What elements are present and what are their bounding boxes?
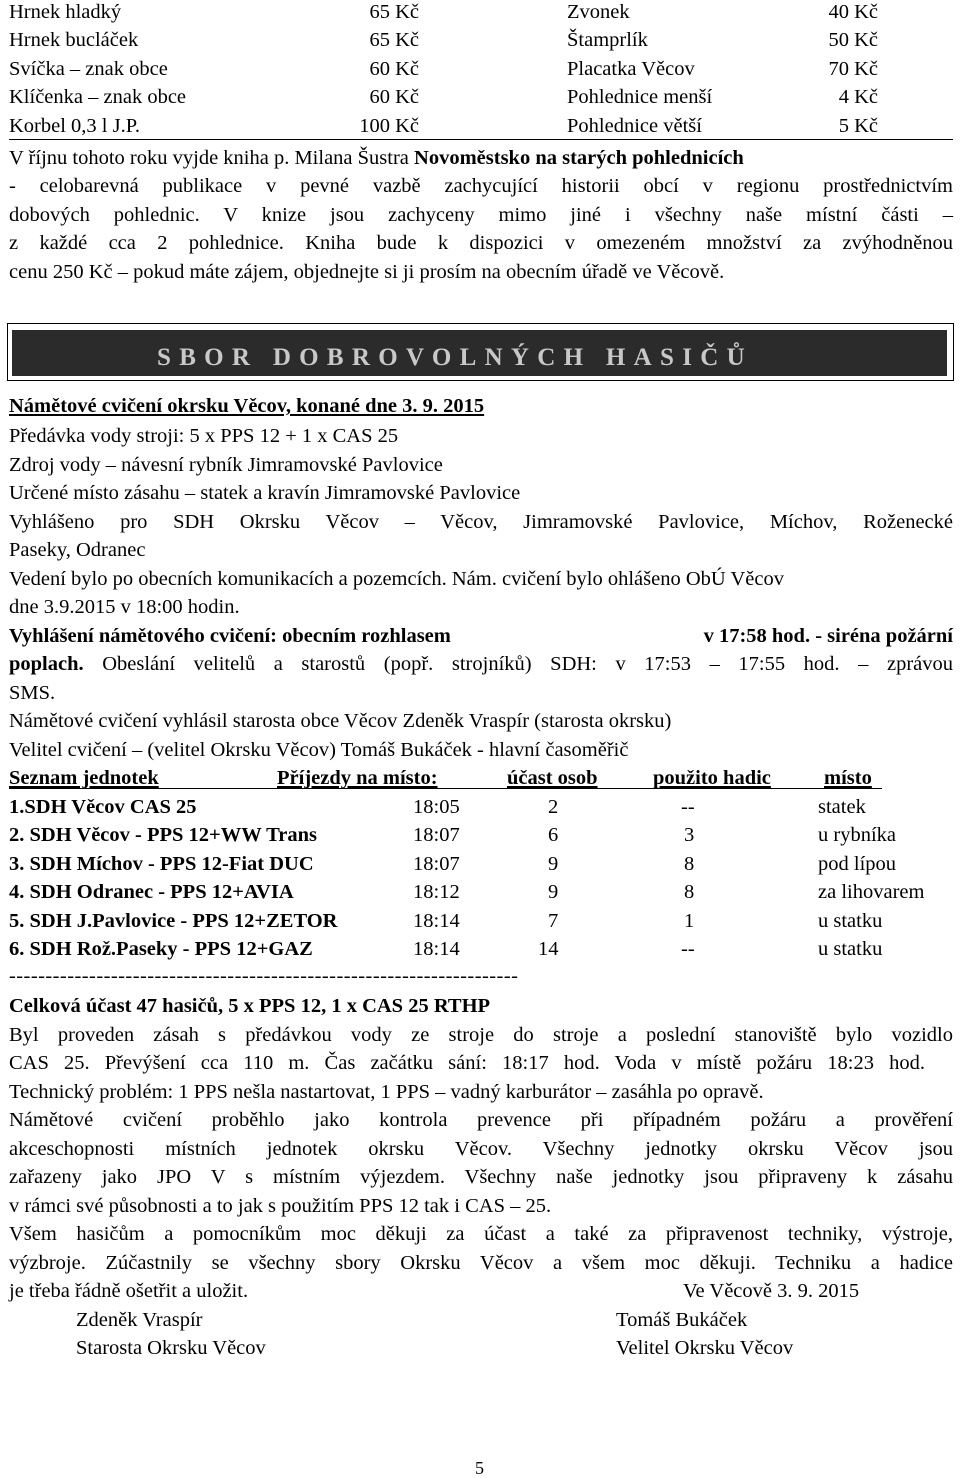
price-item-price: 65 Kč — [369, 29, 419, 51]
persons-count: 2 — [548, 796, 559, 818]
table-header: účast osob — [507, 767, 598, 789]
signatory-role: Velitel Okrsku Věcov — [616, 1337, 794, 1359]
price-item-name: Korbel 0,3 l J.P. — [9, 115, 140, 137]
price-list-divider — [9, 139, 953, 140]
unit-name: 2. SDH Věcov - PPS 12+WW Trans — [9, 824, 318, 846]
book-line: cenu 250 Kč – pokud máte zájem, objednejte si ji prosím na obecním úřadě ve Věcově. — [9, 261, 725, 283]
persons-count: 7 — [548, 910, 559, 932]
exercise-line: Paseky, Odranec — [9, 539, 146, 561]
hoses-count: 3 — [684, 824, 695, 846]
price-item-name: Hrnek hladký — [9, 1, 122, 23]
price-item-price: 60 Kč — [369, 58, 419, 80]
arrival-time: 18:07 — [413, 824, 460, 846]
exercise-line: Zdroj vody – návesní rybník Jimramovské Pavlovice — [9, 454, 443, 476]
hoses-count: 1 — [684, 910, 695, 932]
persons-count: 14 — [538, 938, 559, 960]
price-item-price: 4 Kč — [838, 86, 878, 108]
price-item-price: 70 Kč — [828, 58, 878, 80]
price-item-price: 50 Kč — [828, 29, 878, 51]
section-banner-title: SBOR DOBROVOLNÝCH HASIČŮ — [157, 344, 753, 371]
place-date: Ve Věcově 3. 9. 2015 — [683, 1280, 860, 1302]
persons-count: 9 — [548, 881, 559, 903]
summary-line: Všem hasičům a pomocníkům moc děkuji za účast a také za připravenost techniky, výstroje, — [9, 1223, 953, 1245]
exercise-announce-time: v 17:58 hod. - siréna požární — [703, 625, 953, 647]
place: pod lípou — [818, 853, 897, 875]
place: u rybníka — [818, 824, 896, 846]
exercise-line: SMS. — [9, 682, 56, 704]
arrival-time: 18:14 — [413, 910, 460, 932]
price-item-name: Hrnek bucláček — [9, 29, 139, 51]
unit-name: 5. SDH J.Pavlovice - PPS 12+ZETOR — [9, 910, 338, 932]
unit-name: 1.SDH Věcov CAS 25 — [9, 796, 197, 818]
price-item-price: 40 Kč — [828, 1, 878, 23]
exercise-line: Námětové cvičení vyhlásil starosta obce Věcov Zdeněk Vraspír (starosta okrsku) — [9, 710, 672, 732]
exercise-line: Určené místo zásahu – statek a kravín Jimramovské Pavlovice — [9, 482, 521, 504]
persons-count: 6 — [548, 824, 559, 846]
place: u statku — [818, 938, 883, 960]
summary-line: výzbroje. Zúčastnily se všechny sbory Okrsku Věcov a všem moc děkuji. Techniku a hadice — [9, 1252, 953, 1274]
exercise-line: Velitel cvičení – (velitel Okrsku Věcov) Tomáš Bukáček - hlavní časoměřič — [9, 739, 629, 761]
page-number: 5 — [475, 1458, 484, 1478]
arrival-time: 18:05 — [413, 796, 460, 818]
signatory-name: Zdeněk Vraspír — [76, 1309, 203, 1331]
signatory-role: Starosta Okrsku Věcov — [76, 1337, 266, 1359]
summary-line: zařazeny jako JPO V s místním výjezdem. Všechny naše jednotky jsou připraveny k zásahu — [9, 1166, 953, 1188]
exercise-announce: Vyhlášení námětového cvičení: obecním rozhlasem — [9, 625, 451, 647]
exercise-line: Předávka vody stroji: 5 x PPS 12 + 1 x CAS 25 — [9, 425, 399, 447]
hoses-count: 8 — [684, 853, 695, 875]
summary-line: Námětové cvičení proběhlo jako kontrola prevence při případném požáru a prověření — [9, 1109, 953, 1131]
price-item-name: Klíčenka – znak obce — [9, 86, 187, 108]
price-item-name: Štamprlík — [567, 29, 648, 51]
price-item-name: Placatka Věcov — [567, 58, 695, 80]
price-item-name: Svíčka – znak obce — [9, 58, 168, 80]
summary-line: akceschopnosti místních jednotek okrsku Věcov. Všechny jednotky okrsku Věcov jsou — [9, 1138, 953, 1160]
price-item-name: Pohlednice menší — [567, 86, 713, 108]
summary-line: je třeba řádně ošetřit a uložit. — [9, 1280, 249, 1302]
book-title: Novoměstsko na starých pohlednicích — [414, 147, 744, 169]
unit-name: 3. SDH Míchov - PPS 12-Fiat DUC — [9, 853, 314, 875]
exercise-line: dne 3.9.2015 v 18:00 hodin. — [9, 596, 240, 618]
hoses-count: -- — [681, 796, 695, 818]
hoses-count: -- — [681, 938, 695, 960]
price-item-name: Zvonek — [567, 1, 630, 23]
summary-line: v rámci své působnosti a to jak s použitím PPS 12 tak i CAS – 25. — [9, 1195, 552, 1217]
price-item-price: 65 Kč — [369, 1, 419, 23]
unit-name: 4. SDH Odranec - PPS 12+AVIA — [9, 881, 294, 903]
signatory-name: Tomáš Bukáček — [616, 1309, 748, 1331]
exercise-line: poplach. Obeslání velitelů a starostů (popř. strojníků) SDH: v 17:53 – 17:55 hod. – zprávou — [9, 653, 953, 675]
summary-line: Technický problém: 1 PPS nešla nastartovat, 1 PPS – vadný karburátor – zasáhla po opravě. — [9, 1081, 764, 1103]
price-item-price: 5 Kč — [838, 115, 878, 137]
book-line: V říjnu tohoto roku vyjde kniha p. Milana Šustra Novoměstsko na starých pohlednicích — [9, 147, 744, 169]
persons-count: 9 — [548, 853, 559, 875]
summary-total: Celková účast 47 hasičů, 5 x PPS 12, 1 x CAS 25 RTHP — [9, 995, 491, 1017]
price-item-price: 60 Kč — [369, 86, 419, 108]
book-line: - celobarevná publikace v pevné vazbě zachycující historii obcí v regionu prostřednictvím — [9, 175, 953, 197]
arrival-time: 18:12 — [413, 881, 460, 903]
price-item-price: 100 Kč — [359, 115, 419, 137]
price-item-name: Pohlednice větší — [567, 115, 702, 137]
book-line: z každé cca 2 pohlednice. Kniha bude k dispozici v omezeném množství za zvýhodněnou — [9, 232, 953, 254]
summary-line: Byl proveden zásah s předávkou vody ze stroje do stroje a poslední stanoviště bylo vozidlo — [9, 1024, 953, 1046]
exercise-line: Vedení bylo po obecních komunikacích a pozemcích. Nám. cvičení bylo ohlášeno ObÚ Věcov — [9, 568, 784, 590]
place: za lihovarem — [818, 881, 925, 903]
unit-name: 6. SDH Rož.Paseky - PPS 12+GAZ — [9, 938, 313, 960]
exercise-heading: Námětové cvičení okrsku Věcov, konané dne 3. 9. 2015 — [9, 395, 485, 417]
table-header-underline — [9, 788, 882, 789]
table-divider: ---------------------------------------------------------------------- — [9, 965, 519, 987]
exercise-line: Vyhlášeno pro SDH Okrsku Věcov – Věcov, Jimramovské Pavlovice, Míchov, Roženecké — [9, 511, 953, 533]
arrival-time: 18:14 — [413, 938, 460, 960]
hoses-count: 8 — [684, 881, 695, 903]
table-header: použito hadic — [653, 767, 771, 789]
summary-line: CAS 25. Převýšení cca 110 m. Čas začátku sání: 18:17 hod. Voda v místě požáru 18:23 hod. — [9, 1052, 925, 1074]
table-header: Seznam jednotek — [9, 767, 159, 789]
place: statek — [818, 796, 866, 818]
table-header: místo — [824, 767, 872, 789]
arrival-time: 18:07 — [413, 853, 460, 875]
place: u statku — [818, 910, 883, 932]
table-header: Příjezdy na místo: — [277, 767, 438, 789]
book-line: dobových pohlednic. V knize jsou zachyceny mimo jiné i všechny naše místní části – — [9, 204, 953, 226]
